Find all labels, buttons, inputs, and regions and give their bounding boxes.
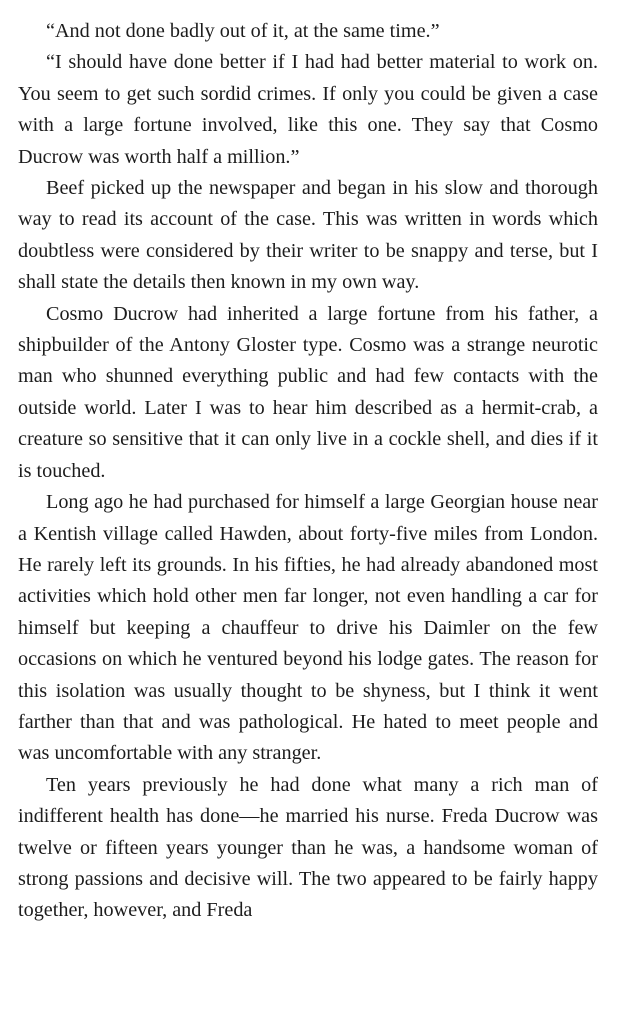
- paragraph-4: Cosmo Ducrow had inherited a large fortune from his father, a shipbuilder of the Antony Gloster type. Cosmo was a strange neurotic man who shunned everything public and had few contacts with the outside world. Later I was to hear him described as a hermit-crab, a creature so sensitive that it can only live in a cockle shell, and dies if it is touched.: [18, 302, 598, 482]
- paragraph-1: “And not done badly out of it, at the same time.”: [46, 20, 440, 42]
- paragraph-5: Long ago he had purchased for himself a large Georgian house near a Kentish village called Hawden, about forty-five miles from London. He rarely left its grounds. In his fifties, he had already abandoned most activities which hold other men far longer, not even handling a car for himself but keeping a chauffeur to drive his Daimler on the few occasions on which he ventured beyond his lodge gates. The reason for this isolation was usually thought to be shyness, but I think it went farther than that and was pathological. He hated to meet people and was uncomfortable with any stranger.: [18, 491, 598, 765]
- paragraph-6: Ten years previously he had done what many a rich man of indifferent health has done—he married his nurse. Freda Ducrow was twelve or fifteen years younger than he was, a handsome woman of strong passions and decisive will. The two appeared to be fairly happy together, however, and Freda: [18, 773, 598, 922]
- book-page: [18, 16, 598, 927]
- paragraph-3: Beef picked up the newspaper and began in his slow and thorough way to read its account of the case. This was written in words which doubtless were considered by their writer to be snappy and terse, but I shall state the details then known in my own way.: [18, 177, 598, 294]
- paragraph-2: “I should have done better if I had had better material to work on. You seem to get such sordid crimes. If only you could be given a case with a large fortune involved, like this one. They say that Cosmo Ducrow was worth half a million.”: [18, 51, 598, 168]
